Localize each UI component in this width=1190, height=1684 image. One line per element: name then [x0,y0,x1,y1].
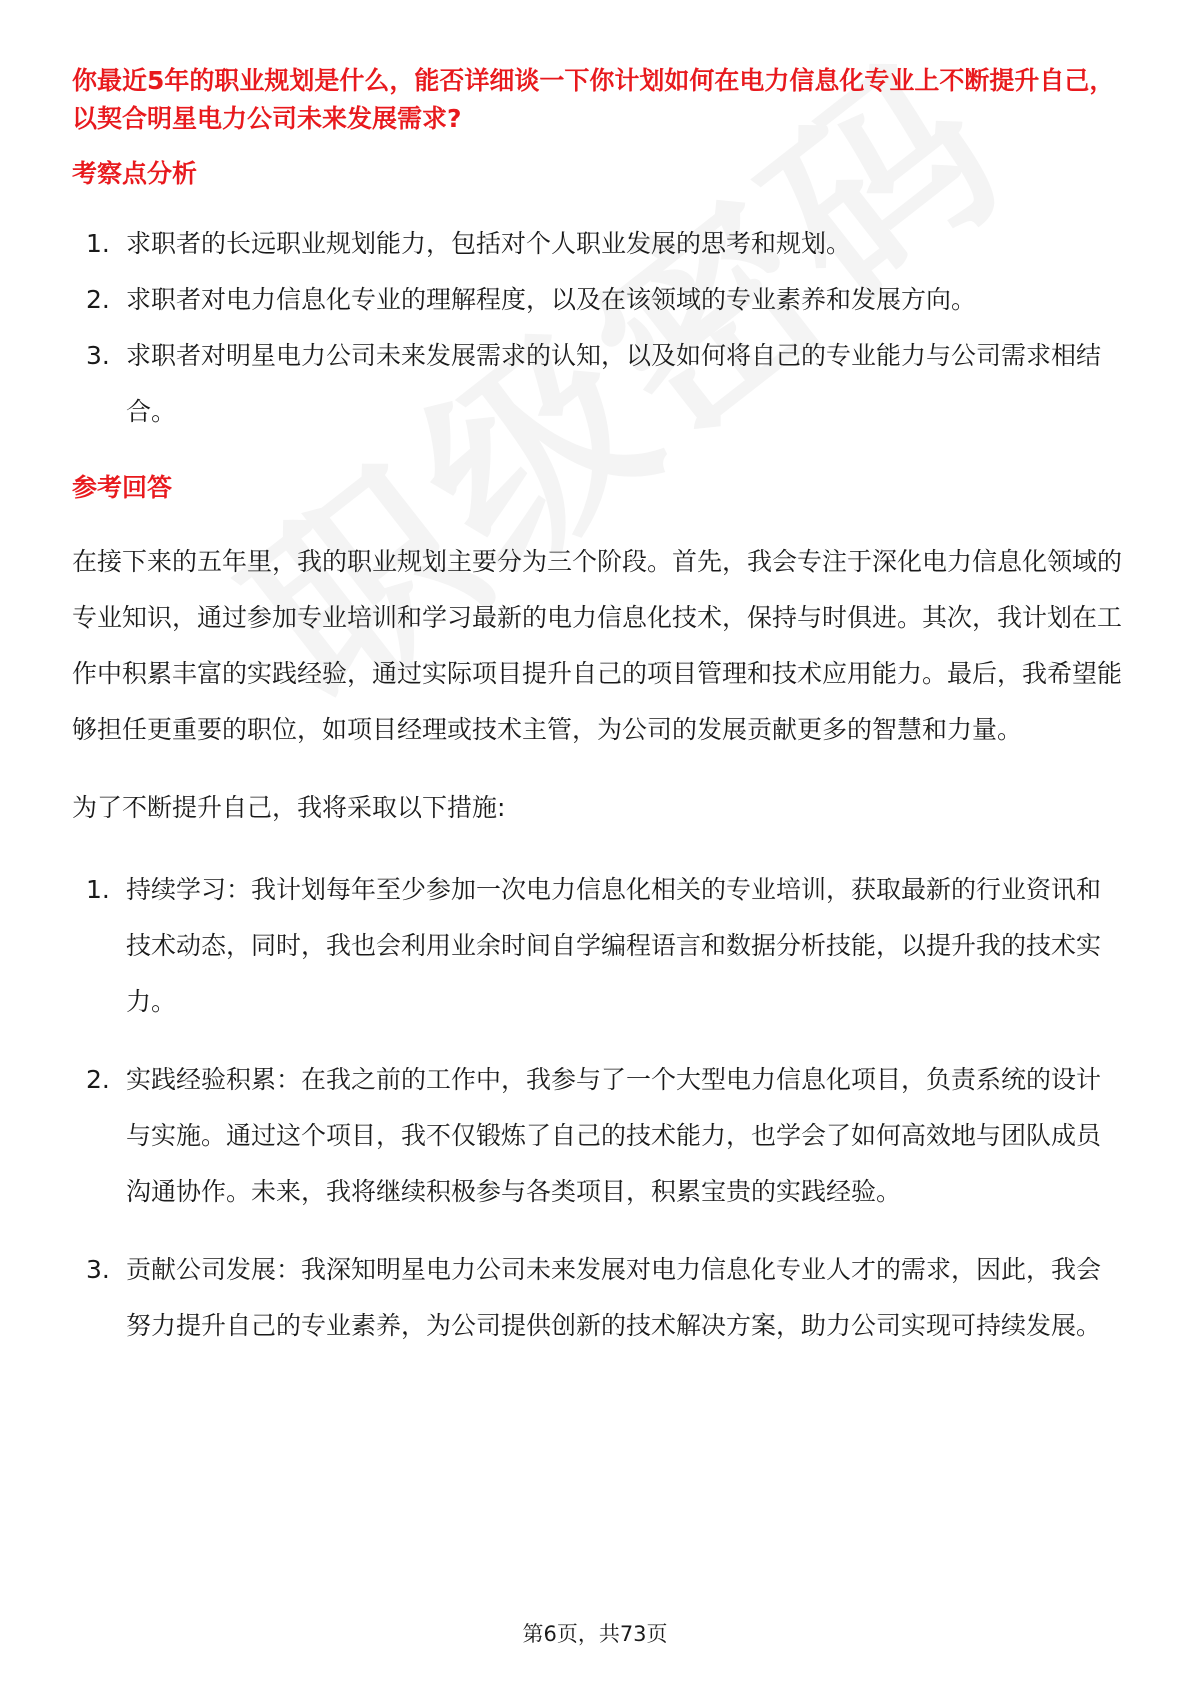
list-text: 实践经验积累：在我之前的工作中，我参与了一个大型电力信息化项目，负责系统的设计与实施。通过这个项目，我不仅锻炼了自己的技术能力，也学会了如何高效地与团队成员沟通协作。未来，我将继续积极参与各类项目，积累宝贵的实践经验。 [126,1065,1102,1206]
list-text: 求职者的长远职业规划能力，包括对个人职业发展的思考和规划。 [126,229,852,258]
list-text: 求职者对明星电力公司未来发展需求的认知，以及如何将自己的专业能力与公司需求相结合。 [126,341,1102,426]
list-number: 1. [86,875,110,904]
question-title: 你最近5年的职业规划是什么，能否详细谈一下你计划如何在电力信息化专业上不断提升自己，以契合明星电力公司未来发展需求? [72,66,1115,133]
analysis-heading: 考察点分析 [72,159,198,188]
analysis-list [72,216,1122,440]
list-item [72,328,1122,440]
list-item [72,1052,1122,1220]
answer-heading: 参考回答 [72,473,173,502]
page-content [72,62,1122,1354]
list-item [72,1242,1122,1354]
list-number: 3. [86,1255,110,1284]
measures-list [72,862,1122,1354]
answer-paragraph: 在接下来的五年里，我的职业规划主要分为三个阶段。首先，我会专注于深化电力信息化领域的专业知识，通过参加专业培训和学习最新的电力信息化技术，保持与时俱进。其次，我计划在工作中积累丰富的实践经验，通过实际项目提升自己的项目管理和技术应用能力。最后，我希望能够担任更重要的职位，如项目经理或技术主管，为公司的发展贡献更多的智慧和力量。 [72,547,1123,744]
list-item [72,862,1122,1030]
list-number: 2. [86,1065,110,1094]
list-number: 3. [86,341,110,370]
list-number: 2. [86,285,110,314]
measures-intro: 为了不断提升自己，我将采取以下措施: [72,793,506,822]
page-footer: 第6页，共73页 [522,1622,668,1646]
list-text: 持续学习：我计划每年至少参加一次电力信息化相关的专业培训，获取最新的行业资讯和技术动态，同时，我也会利用业余时间自学编程语言和数据分析技能，以提升我的技术实力。 [126,875,1102,1016]
list-item [72,216,1122,272]
list-number: 1. [86,229,110,258]
list-text: 贡献公司发展：我深知明星电力公司未来发展对电力信息化专业人才的需求，因此，我会努力提升自己的专业素养，为公司提供创新的技术解决方案，助力公司实现可持续发展。 [126,1255,1102,1340]
list-text: 求职者对电力信息化专业的理解程度，以及在该领域的专业素养和发展方向。 [126,285,977,314]
list-item [72,272,1122,328]
